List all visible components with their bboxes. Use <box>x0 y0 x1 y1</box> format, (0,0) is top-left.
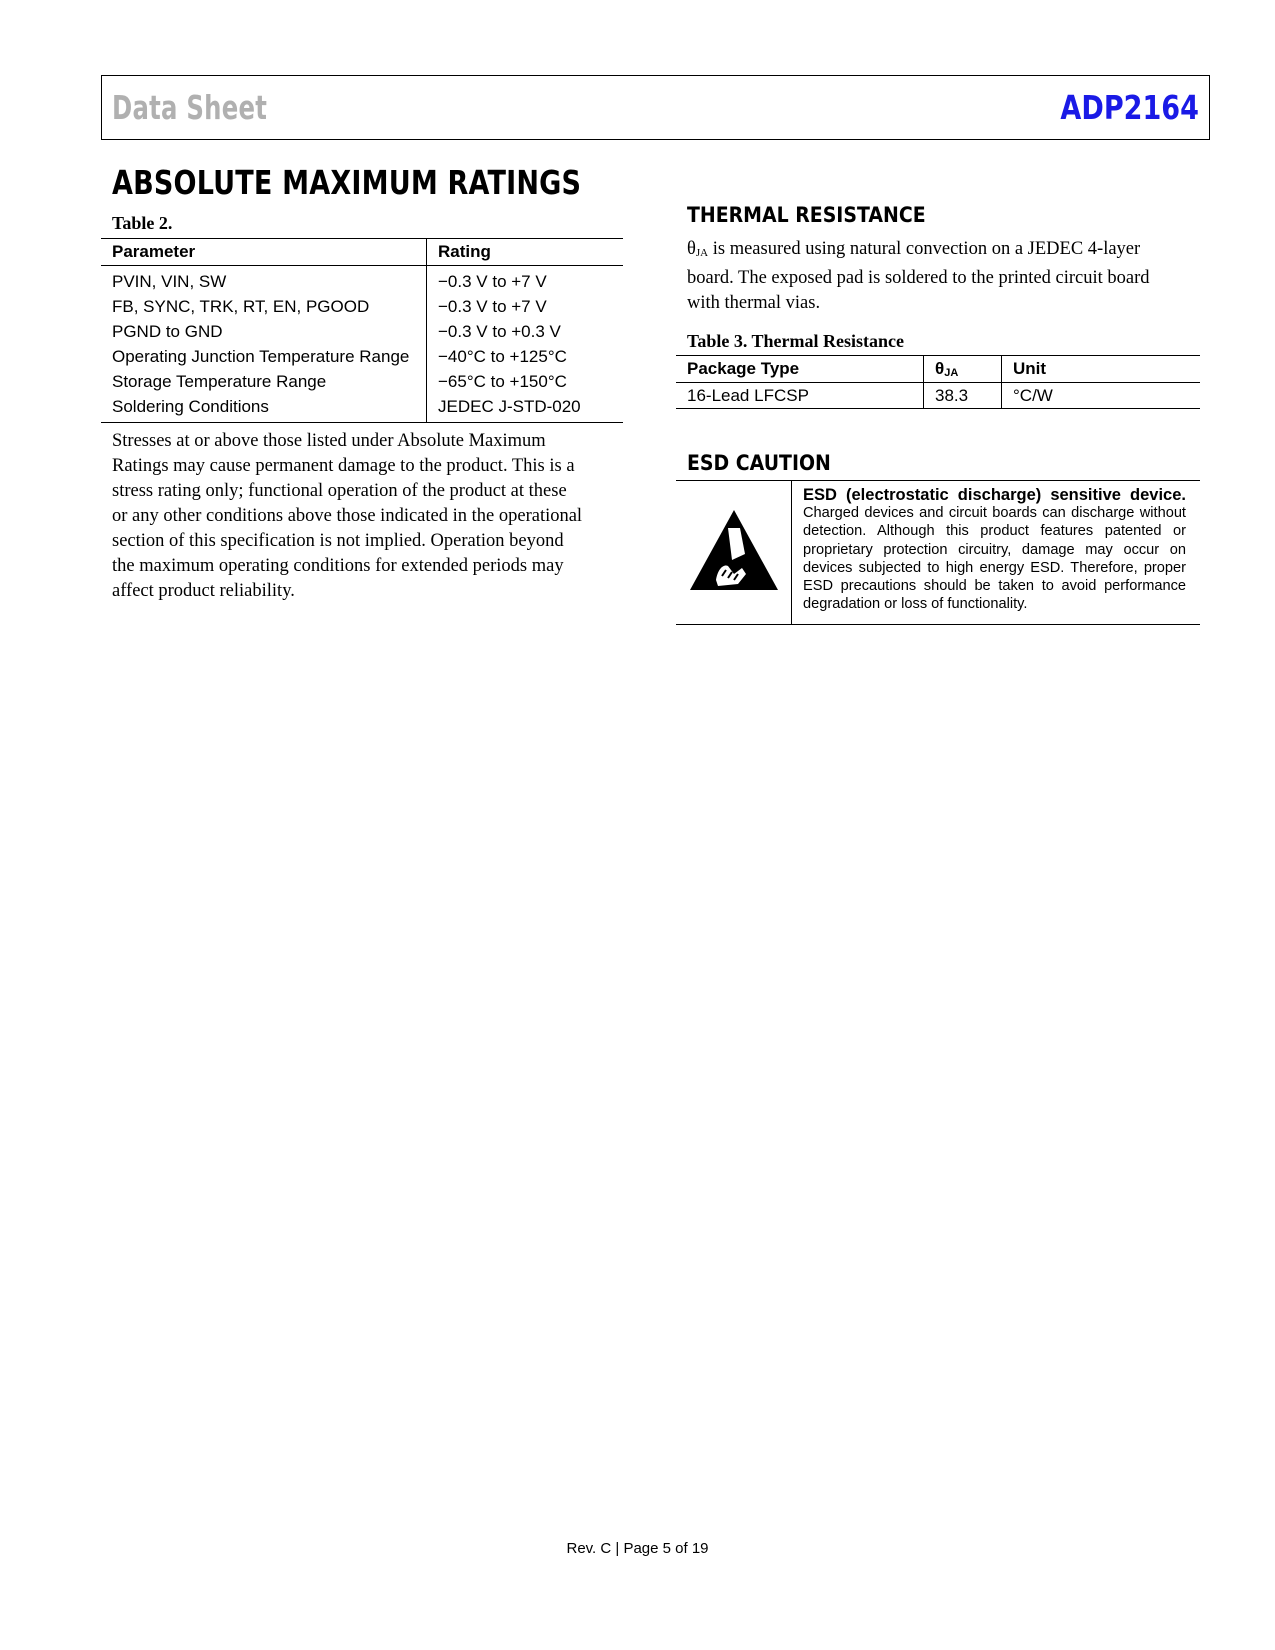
table-row <box>101 369 623 394</box>
paragraph-line: Stresses at or above those listed under Absolute Maximum <box>112 431 546 451</box>
table-row <box>101 319 623 344</box>
header-part-number: ADP2164 <box>1060 88 1199 127</box>
thermal-paragraph <box>687 237 1207 316</box>
table-cell: −40°C to +125°C <box>438 346 567 366</box>
theta-symbol: θ <box>687 239 696 259</box>
paragraph-text: is measured using natural convection on a JEDEC 4-layer <box>708 239 1141 259</box>
section-title-esd-caution: ESD CAUTION <box>687 451 831 475</box>
table-cell: −0.3 V to +0.3 V <box>438 321 561 341</box>
table-header-row <box>101 239 623 266</box>
theta-subscript: JA <box>695 247 709 259</box>
table-cell: −0.3 V to +7 V <box>438 271 547 291</box>
esd-caution-box <box>676 480 1200 625</box>
header-doc-type: Data Sheet <box>112 88 268 127</box>
table-cell: JEDEC J-STD-020 <box>438 396 581 416</box>
paragraph-line <box>687 237 1207 266</box>
table-cell: PVIN, VIN, SW <box>101 266 427 295</box>
section-title-thermal-resistance: THERMAL RESISTANCE <box>687 203 926 227</box>
table-cell: Soldering Conditions <box>101 394 427 423</box>
esd-bold-heading: ESD (electrostatic discharge) sensitive device. <box>803 486 1186 504</box>
table-cell: −65°C to +150°C <box>438 371 567 391</box>
table-header-row <box>676 356 1200 383</box>
theta-subscript: JA <box>944 367 959 379</box>
table2-caption: Table 2. <box>112 213 173 233</box>
paragraph-line: board. The exposed pad is soldered to the printed circuit board <box>687 268 1150 288</box>
paragraph-line: affect product reliability. <box>112 581 295 601</box>
section-title-absolute-maximum-ratings: ABSOLUTE MAXIMUM RATINGS <box>112 163 582 202</box>
paragraph-line: section of this specification is not implied. Operation beyond <box>112 531 564 551</box>
table-row <box>101 344 623 369</box>
table-cell: Operating Junction Temperature Range <box>101 344 427 369</box>
table3-caption: Table 3. Thermal Resistance <box>687 331 905 351</box>
paragraph-line: the maximum operating conditions for extended periods may <box>112 556 564 576</box>
theta-symbol: θ <box>935 359 945 378</box>
table-cell: PGND to GND <box>101 319 427 344</box>
thermal-resistance-table <box>676 355 1200 409</box>
absolute-max-ratings-table <box>101 238 623 423</box>
esd-body-text: Charged devices and circuit boards can discharge without detection. Although this product features patented or proprietary protection circuitry, damage may occur on devices subjected to high energy ESD. Therefore, proper ESD precautions should be taken to avoid performance degradation or loss of functionality. <box>803 505 1186 613</box>
column-header-theta-ja <box>924 356 1002 383</box>
page-header <box>101 75 1210 140</box>
page-footer: Rev. C | Page 5 of 19 <box>566 1540 709 1557</box>
paragraph-line: or any other conditions above those indicated in the operational <box>112 506 583 526</box>
table-cell: Storage Temperature Range <box>101 369 427 394</box>
esd-text-block <box>803 486 1186 613</box>
table-row <box>101 394 623 423</box>
table-row <box>101 294 623 319</box>
table-cell: −0.3 V to +7 V <box>438 296 547 316</box>
paragraph-line: with thermal vias. <box>687 293 821 313</box>
stress-paragraph <box>112 429 622 604</box>
esd-warning-icon <box>688 508 780 593</box>
table-cell: FB, SYNC, TRK, RT, EN, PGOOD <box>101 294 427 319</box>
table-cell: 38.3 <box>924 383 1002 409</box>
table-cell: °C/W <box>1013 385 1053 405</box>
paragraph-line: Ratings may cause permanent damage to the product. This is a <box>112 456 575 476</box>
table-cell: 16-Lead LFCSP <box>676 383 924 409</box>
table-row <box>676 383 1200 409</box>
esd-divider <box>791 481 792 624</box>
paragraph-line: stress rating only; functional operation of the product at these <box>112 481 567 501</box>
column-header: Unit <box>1002 356 1201 383</box>
column-header: Parameter <box>101 239 427 266</box>
column-header: Rating <box>427 239 624 266</box>
column-header: Package Type <box>676 356 924 383</box>
table-row <box>101 266 623 295</box>
